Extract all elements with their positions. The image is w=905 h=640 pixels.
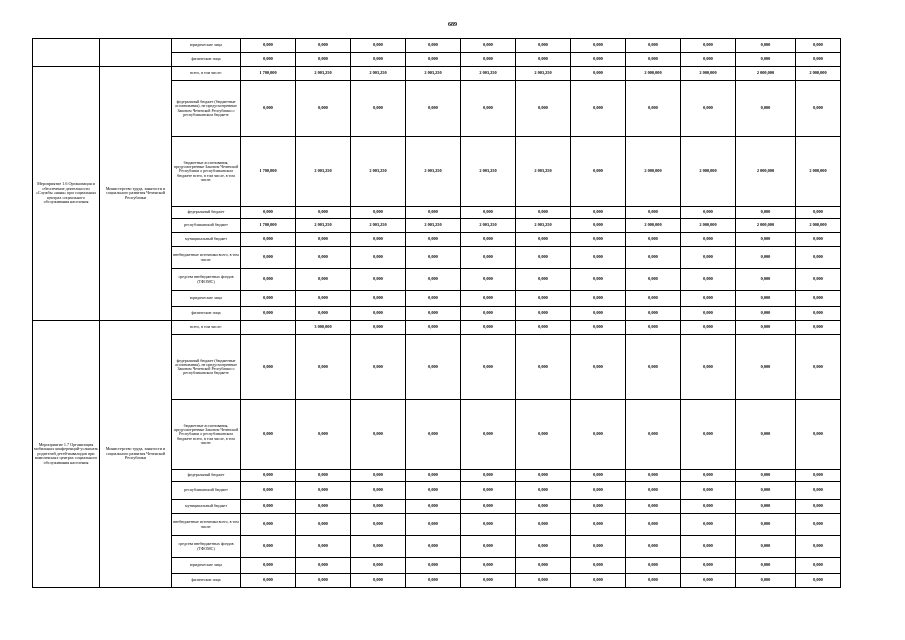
amount-cell: 0,000 bbox=[626, 558, 681, 574]
amount-cell: 0,000 bbox=[681, 400, 736, 470]
amount-cell: 0,000 bbox=[681, 558, 736, 574]
amount-cell: 0,000 bbox=[626, 53, 681, 67]
amount-cell: 0,000 bbox=[681, 269, 736, 291]
amount-cell: 2 000,000 bbox=[681, 67, 736, 81]
amount-cell: 0,000 bbox=[626, 400, 681, 470]
funding-source-cell: бюджетные ассигнования, предусмотренные Законом Чеченской Республики о республиканском бюджете всего, в том числе, в том числе: bbox=[172, 137, 241, 207]
amount-cell: 0,000 bbox=[516, 400, 571, 470]
amount-cell: 0,000 bbox=[571, 247, 626, 269]
table-row bbox=[33, 39, 841, 53]
funding-source-cell: внебюджетные источники всего, в том числе: bbox=[172, 514, 241, 536]
amount-cell: 2 003,250 bbox=[516, 219, 571, 233]
amount-cell: 0,000 bbox=[796, 207, 841, 219]
amount-cell: 0,000 bbox=[241, 514, 296, 536]
amount-cell: 2 003,250 bbox=[296, 137, 351, 207]
amount-cell: 0,000 bbox=[736, 400, 796, 470]
amount-cell: 2 003,250 bbox=[351, 67, 406, 81]
funding-source-cell: юридические лица bbox=[172, 291, 241, 307]
amount-cell: 0,000 bbox=[571, 307, 626, 321]
amount-cell: 0,000 bbox=[296, 81, 351, 137]
amount-cell: 0,000 bbox=[406, 207, 461, 219]
funding-source-cell: всего, в том числе: bbox=[172, 67, 241, 81]
funding-source-cell: федеральный бюджет (бюджетные ассигнования), не предусмотренные Законом Чеченской Республики о республиканском бюджете bbox=[172, 81, 241, 137]
amount-cell: 0,000 bbox=[351, 307, 406, 321]
amount-cell: 0,000 bbox=[681, 81, 736, 137]
amount-cell: 2 000,000 bbox=[681, 219, 736, 233]
amount-cell: 0,000 bbox=[516, 470, 571, 482]
amount-cell: 0,000 bbox=[406, 81, 461, 137]
amount-cell: 0,000 bbox=[796, 39, 841, 53]
amount-cell: 0,000 bbox=[571, 233, 626, 247]
amount-cell: 0,000 bbox=[571, 321, 626, 335]
amount-cell: 0,000 bbox=[241, 500, 296, 514]
amount-cell: 0,000 bbox=[626, 39, 681, 53]
amount-cell: 0,000 bbox=[516, 247, 571, 269]
table-row bbox=[33, 67, 841, 81]
amount-cell: 0,000 bbox=[296, 291, 351, 307]
amount-cell: 0,000 bbox=[406, 574, 461, 588]
amount-cell: 0,000 bbox=[516, 207, 571, 219]
amount-cell: 0,000 bbox=[296, 500, 351, 514]
amount-cell: 0,000 bbox=[241, 470, 296, 482]
amount-cell: 0,000 bbox=[296, 247, 351, 269]
funding-source-cell: бюджетные ассигнования, предусмотренные Законом Чеченской Республики о республиканском бюджете всего, в том числе, в том числе: bbox=[172, 400, 241, 470]
amount-cell: 0,000 bbox=[796, 233, 841, 247]
funding-source-cell: средства внебюджетных фондов (ТФОМС) bbox=[172, 536, 241, 558]
amount-cell: 2 003,250 bbox=[406, 219, 461, 233]
amount-cell: 0,000 bbox=[406, 53, 461, 67]
amount-cell: 0,000 bbox=[796, 536, 841, 558]
amount-cell: 0,000 bbox=[796, 400, 841, 470]
amount-cell: 0,000 bbox=[241, 207, 296, 219]
amount-cell: 0,000 bbox=[736, 307, 796, 321]
amount-cell: 0,000 bbox=[406, 400, 461, 470]
funding-source-cell: юридические лица bbox=[172, 39, 241, 53]
amount-cell: 0,000 bbox=[626, 207, 681, 219]
amount-cell: 0,000 bbox=[296, 558, 351, 574]
amount-cell: 0,000 bbox=[296, 514, 351, 536]
amount-cell: 0,000 bbox=[296, 574, 351, 588]
executor-cell: Министерство труда, занятости и социального развития Чеченской Республики bbox=[100, 321, 172, 588]
amount-cell: 0,000 bbox=[351, 53, 406, 67]
amount-cell: 0,000 bbox=[516, 269, 571, 291]
amount-cell: 0,000 bbox=[736, 514, 796, 536]
amount-cell: 0,000 bbox=[516, 53, 571, 67]
amount-cell: 0,000 bbox=[351, 536, 406, 558]
amount-cell: 0,000 bbox=[681, 307, 736, 321]
amount-cell: 2 000,000 bbox=[796, 219, 841, 233]
table-row bbox=[33, 321, 841, 335]
page-number: 689 bbox=[448, 22, 457, 28]
amount-cell: 0,000 bbox=[296, 400, 351, 470]
amount-cell: 2 003,250 bbox=[296, 67, 351, 81]
funding-source-cell: физические лица bbox=[172, 307, 241, 321]
amount-cell: 0,000 bbox=[296, 207, 351, 219]
amount-cell: 0,000 bbox=[681, 500, 736, 514]
amount-cell: 1 700,000 bbox=[241, 67, 296, 81]
event-cell: Мероприятие 1.7 Организация мобильных конференций-услышать родителей детей-инвалидов при комплексных центрах социального обслуживания населения bbox=[33, 321, 100, 588]
amount-cell: 0,000 bbox=[296, 307, 351, 321]
amount-cell: 0,000 bbox=[571, 269, 626, 291]
amount-cell: 0,000 bbox=[681, 39, 736, 53]
amount-cell: 0,000 bbox=[296, 536, 351, 558]
amount-cell: 0,000 bbox=[241, 536, 296, 558]
amount-cell: 0,000 bbox=[461, 558, 516, 574]
amount-cell: 0,000 bbox=[796, 482, 841, 500]
amount-cell: 0,000 bbox=[351, 207, 406, 219]
amount-cell: 0,000 bbox=[241, 53, 296, 67]
amount-cell: 0,000 bbox=[296, 482, 351, 500]
amount-cell: 0,000 bbox=[406, 233, 461, 247]
amount-cell: 2 000,000 bbox=[626, 137, 681, 207]
amount-cell: 0,000 bbox=[681, 514, 736, 536]
amount-cell: 0,000 bbox=[516, 291, 571, 307]
amount-cell: 0,000 bbox=[461, 291, 516, 307]
amount-cell: 0,000 bbox=[571, 53, 626, 67]
amount-cell: 0,000 bbox=[351, 400, 406, 470]
amount-cell: 0,000 bbox=[241, 335, 296, 400]
amount-cell: 0,000 bbox=[241, 269, 296, 291]
amount-cell: 0,000 bbox=[241, 482, 296, 500]
amount-cell: 0,000 bbox=[571, 137, 626, 207]
amount-cell: 0,000 bbox=[626, 321, 681, 335]
amount-cell: 0,000 bbox=[516, 514, 571, 536]
funding-source-cell: внебюджетные источники всего, в том числе: bbox=[172, 247, 241, 269]
amount-cell: 0,000 bbox=[796, 247, 841, 269]
amount-cell: 0,000 bbox=[736, 482, 796, 500]
amount-cell: 0,000 bbox=[626, 470, 681, 482]
amount-cell: 0,000 bbox=[461, 53, 516, 67]
amount-cell: 0,000 bbox=[516, 39, 571, 53]
amount-cell: 0,000 bbox=[796, 500, 841, 514]
amount-cell: 0,000 bbox=[461, 514, 516, 536]
event-cell: Мероприятие 1.6 Организация и обеспечение деятельности «Службы «няня» при социальных центрах социального обслуживания населения bbox=[33, 67, 100, 321]
amount-cell: 0,000 bbox=[406, 39, 461, 53]
funding-source-cell: юридические лица bbox=[172, 558, 241, 574]
amount-cell: 2 000,000 bbox=[796, 67, 841, 81]
funding-source-cell: муниципальный бюджет bbox=[172, 233, 241, 247]
amount-cell: 0,000 bbox=[736, 207, 796, 219]
amount-cell: 0,000 bbox=[571, 67, 626, 81]
amount-cell: 2 000,000 bbox=[736, 219, 796, 233]
amount-cell: 0,000 bbox=[461, 536, 516, 558]
amount-cell: 0,000 bbox=[681, 536, 736, 558]
amount-cell: 0,000 bbox=[736, 247, 796, 269]
amount-cell: 0,000 bbox=[736, 39, 796, 53]
amount-cell: 0,000 bbox=[571, 291, 626, 307]
funding-source-cell: федеральный бюджет (бюджетные ассигнования), не предусмотренные Законом Чеченской Республики о республиканском бюджете bbox=[172, 335, 241, 400]
funding-source-cell: всего, в том числе: bbox=[172, 321, 241, 335]
amount-cell: 0,000 bbox=[626, 247, 681, 269]
amount-cell: 0,000 bbox=[241, 307, 296, 321]
amount-cell: 0,000 bbox=[406, 500, 461, 514]
amount-cell: 0,000 bbox=[796, 470, 841, 482]
amount-cell: 0,000 bbox=[296, 269, 351, 291]
amount-cell: 0,000 bbox=[516, 482, 571, 500]
amount-cell: 0,000 bbox=[736, 500, 796, 514]
amount-cell: 0,000 bbox=[351, 558, 406, 574]
amount-cell: 0,000 bbox=[571, 207, 626, 219]
amount-cell: 0,000 bbox=[681, 291, 736, 307]
amount-cell: 0,000 bbox=[681, 574, 736, 588]
amount-cell: 0,000 bbox=[571, 470, 626, 482]
amount-cell: 0,000 bbox=[461, 335, 516, 400]
executor-cell bbox=[100, 39, 172, 67]
amount-cell: 0,000 bbox=[626, 307, 681, 321]
funding-source-cell: республиканский бюджет bbox=[172, 219, 241, 233]
amount-cell: 0,000 bbox=[406, 335, 461, 400]
amount-cell: 0,000 bbox=[241, 291, 296, 307]
amount-cell: 0,000 bbox=[681, 247, 736, 269]
amount-cell: 0,000 bbox=[461, 269, 516, 291]
amount-cell: 0,000 bbox=[516, 536, 571, 558]
amount-cell: 0,000 bbox=[571, 514, 626, 536]
amount-cell: 0,000 bbox=[736, 81, 796, 137]
amount-cell: 0,000 bbox=[406, 536, 461, 558]
amount-cell: 2 000,000 bbox=[626, 219, 681, 233]
amount-cell: 0,000 bbox=[241, 574, 296, 588]
amount-cell bbox=[241, 321, 296, 335]
amount-cell: 0,000 bbox=[351, 233, 406, 247]
amount-cell: 0,000 bbox=[516, 335, 571, 400]
amount-cell: 1 700,000 bbox=[241, 137, 296, 207]
amount-cell: 0,000 bbox=[351, 335, 406, 400]
amount-cell: 0,000 bbox=[351, 574, 406, 588]
amount-cell: 2 003,250 bbox=[406, 137, 461, 207]
amount-cell: 0,000 bbox=[406, 291, 461, 307]
amount-cell: 0,000 bbox=[626, 291, 681, 307]
amount-cell: 0,000 bbox=[626, 269, 681, 291]
amount-cell: 0,000 bbox=[296, 233, 351, 247]
amount-cell: 0,000 bbox=[461, 482, 516, 500]
amount-cell: 0,000 bbox=[681, 207, 736, 219]
amount-cell: 0,000 bbox=[351, 514, 406, 536]
funding-source-cell: федеральный бюджет bbox=[172, 470, 241, 482]
amount-cell: 0,000 bbox=[351, 321, 406, 335]
amount-cell: 0,000 bbox=[681, 335, 736, 400]
amount-cell: 0,000 bbox=[796, 307, 841, 321]
amount-cell: 0,000 bbox=[736, 53, 796, 67]
amount-cell: 0,000 bbox=[461, 233, 516, 247]
amount-cell: 0,000 bbox=[626, 482, 681, 500]
amount-cell: 0,000 bbox=[571, 335, 626, 400]
amount-cell: 0,000 bbox=[296, 335, 351, 400]
funding-source-cell: физические лица bbox=[172, 574, 241, 588]
amount-cell: 2 000,000 bbox=[736, 137, 796, 207]
amount-cell: 2 003,250 bbox=[516, 67, 571, 81]
amount-cell: 0,000 bbox=[796, 335, 841, 400]
amount-cell: 0,000 bbox=[351, 247, 406, 269]
amount-cell: 0,000 bbox=[736, 335, 796, 400]
amount-cell: 2 003,250 bbox=[461, 137, 516, 207]
amount-cell: 0,000 bbox=[571, 81, 626, 137]
funding-table bbox=[32, 38, 841, 588]
amount-cell: 0,000 bbox=[681, 233, 736, 247]
amount-cell: 0,000 bbox=[406, 470, 461, 482]
amount-cell: 0,000 bbox=[736, 233, 796, 247]
amount-cell: 2 003,250 bbox=[461, 67, 516, 81]
amount-cell: 0,000 bbox=[681, 321, 736, 335]
amount-cell: 2 000,000 bbox=[796, 137, 841, 207]
amount-cell: 0,000 bbox=[571, 400, 626, 470]
amount-cell: 2 003,250 bbox=[516, 137, 571, 207]
funding-source-cell: средства внебюджетных фондов (ТФОМС) bbox=[172, 269, 241, 291]
amount-cell: 2 003,250 bbox=[351, 219, 406, 233]
amount-cell: 0,000 bbox=[461, 81, 516, 137]
amount-cell: 2 003,250 bbox=[406, 67, 461, 81]
amount-cell: 0,000 bbox=[406, 269, 461, 291]
amount-cell: 0,000 bbox=[241, 39, 296, 53]
table-body bbox=[33, 39, 841, 588]
amount-cell: 0,000 bbox=[406, 247, 461, 269]
amount-cell: 0,000 bbox=[571, 219, 626, 233]
amount-cell: 0,000 bbox=[241, 247, 296, 269]
amount-cell: 0,000 bbox=[516, 500, 571, 514]
amount-cell: 0,000 bbox=[736, 291, 796, 307]
amount-cell: 0,000 bbox=[461, 207, 516, 219]
amount-cell: 0,000 bbox=[351, 500, 406, 514]
amount-cell: 0,000 bbox=[351, 470, 406, 482]
amount-cell: 0,000 bbox=[461, 470, 516, 482]
amount-cell: 2 000,000 bbox=[626, 67, 681, 81]
amount-cell: 0,000 bbox=[241, 558, 296, 574]
amount-cell: 0,000 bbox=[571, 574, 626, 588]
amount-cell: 0,000 bbox=[736, 269, 796, 291]
amount-cell: 0,000 bbox=[736, 536, 796, 558]
amount-cell: 0,000 bbox=[796, 53, 841, 67]
amount-cell: 0,000 bbox=[241, 81, 296, 137]
amount-cell: 0,000 bbox=[516, 558, 571, 574]
amount-cell: 0,000 bbox=[571, 482, 626, 500]
amount-cell: 3 000,000 bbox=[296, 321, 351, 335]
amount-cell: 0,000 bbox=[516, 321, 571, 335]
amount-cell: 0,000 bbox=[626, 335, 681, 400]
amount-cell: 0,000 bbox=[406, 321, 461, 335]
amount-cell: 0,000 bbox=[516, 233, 571, 247]
amount-cell: 0,000 bbox=[796, 514, 841, 536]
amount-cell: 0,000 bbox=[406, 514, 461, 536]
amount-cell: 0,000 bbox=[461, 39, 516, 53]
amount-cell: 0,000 bbox=[351, 269, 406, 291]
amount-cell: 0,000 bbox=[571, 39, 626, 53]
amount-cell: 0,000 bbox=[461, 307, 516, 321]
amount-cell: 1 700,000 bbox=[241, 219, 296, 233]
amount-cell: 0,000 bbox=[626, 514, 681, 536]
amount-cell: 2 000,000 bbox=[681, 137, 736, 207]
amount-cell: 0,000 bbox=[736, 470, 796, 482]
amount-cell: 0,000 bbox=[516, 574, 571, 588]
amount-cell: 2 000,000 bbox=[736, 67, 796, 81]
amount-cell: 0,000 bbox=[626, 500, 681, 514]
amount-cell: 0,000 bbox=[461, 400, 516, 470]
amount-cell: 0,000 bbox=[796, 574, 841, 588]
amount-cell: 0,000 bbox=[461, 321, 516, 335]
amount-cell: 2 003,250 bbox=[351, 137, 406, 207]
amount-cell: 0,000 bbox=[296, 39, 351, 53]
amount-cell: 0,000 bbox=[351, 39, 406, 53]
amount-cell: 0,000 bbox=[296, 53, 351, 67]
funding-source-cell: муниципальный бюджет bbox=[172, 500, 241, 514]
amount-cell: 0,000 bbox=[796, 321, 841, 335]
amount-cell: 0,000 bbox=[736, 321, 796, 335]
amount-cell: 0,000 bbox=[241, 233, 296, 247]
amount-cell: 0,000 bbox=[626, 81, 681, 137]
amount-cell: 2 003,250 bbox=[461, 219, 516, 233]
amount-cell: 0,000 bbox=[461, 500, 516, 514]
amount-cell: 0,000 bbox=[626, 233, 681, 247]
amount-cell: 0,000 bbox=[681, 53, 736, 67]
event-cell bbox=[33, 39, 100, 67]
amount-cell: 0,000 bbox=[461, 574, 516, 588]
executor-cell: Министерство труда, занятости и социального развития Чеченской Республики bbox=[100, 67, 172, 321]
amount-cell: 0,000 bbox=[406, 558, 461, 574]
funding-source-cell: республиканский бюджет bbox=[172, 482, 241, 500]
amount-cell: 0,000 bbox=[351, 291, 406, 307]
amount-cell: 0,000 bbox=[571, 536, 626, 558]
amount-cell: 0,000 bbox=[296, 470, 351, 482]
amount-cell: 0,000 bbox=[461, 247, 516, 269]
amount-cell: 0,000 bbox=[516, 81, 571, 137]
amount-cell: 0,000 bbox=[681, 470, 736, 482]
amount-cell: 0,000 bbox=[351, 81, 406, 137]
amount-cell: 0,000 bbox=[351, 482, 406, 500]
amount-cell: 0,000 bbox=[571, 500, 626, 514]
amount-cell: 0,000 bbox=[796, 81, 841, 137]
funding-source-cell: федеральный бюджет bbox=[172, 207, 241, 219]
amount-cell: 0,000 bbox=[516, 307, 571, 321]
amount-cell: 2 003,250 bbox=[296, 219, 351, 233]
amount-cell: 0,000 bbox=[626, 536, 681, 558]
amount-cell: 0,000 bbox=[736, 574, 796, 588]
amount-cell: 0,000 bbox=[681, 482, 736, 500]
amount-cell: 0,000 bbox=[796, 269, 841, 291]
funding-source-cell: физические лица bbox=[172, 53, 241, 67]
amount-cell: 0,000 bbox=[241, 400, 296, 470]
amount-cell: 0,000 bbox=[796, 558, 841, 574]
amount-cell: 0,000 bbox=[736, 558, 796, 574]
amount-cell: 0,000 bbox=[406, 307, 461, 321]
amount-cell: 0,000 bbox=[796, 291, 841, 307]
amount-cell: 0,000 bbox=[626, 574, 681, 588]
amount-cell: 0,000 bbox=[406, 482, 461, 500]
amount-cell: 0,000 bbox=[571, 558, 626, 574]
